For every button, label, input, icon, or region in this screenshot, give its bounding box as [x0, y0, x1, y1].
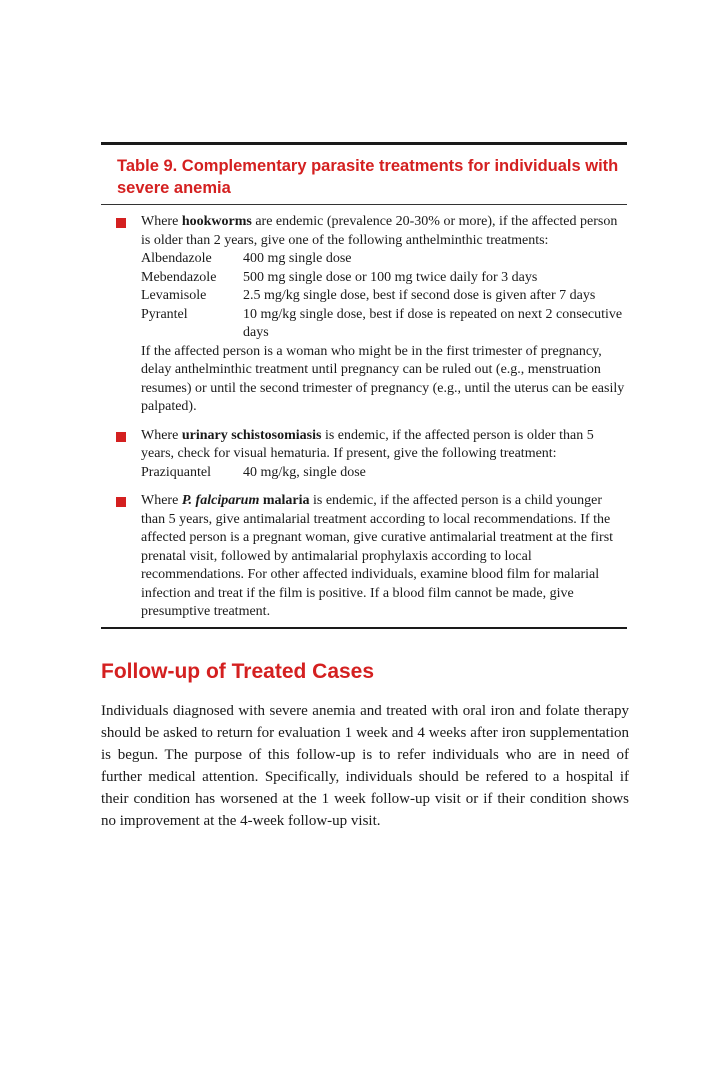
hookworm-term: hookworms	[181, 214, 252, 229]
drug-name: Pyrantel	[141, 306, 188, 322]
drug-dose: 400 mg single dose	[243, 251, 352, 266]
malaria-item	[101, 492, 627, 622]
drug-name: Levamisole	[141, 288, 207, 303]
hookworm-dose-table	[141, 250, 627, 343]
dose-row	[141, 269, 627, 288]
bullet-square-icon	[116, 497, 126, 507]
treatment-table	[101, 142, 627, 629]
malaria-text: Where P. falciparum malaria is endemic, if the affected person is a child younger than 5 years, give antimalarial treatment according to local recommendations. If the affected person is a pregnant woman, give curative antimalarial treatment at the first prenatal visit, followed by antimalarial prophylaxis according to local recommendations. For other affected individuals, examine blood film for malarial infection and treat if the film is positive. If a blood film cannot be made, give presumptive treatment.	[141, 493, 614, 619]
drug-dose: 10 mg/kg single dose, best if dose is repeated on next 2 consecutive days	[243, 306, 623, 340]
drug-name: Praziquantel	[141, 464, 211, 480]
drug-dose: 500 mg single dose or 100 mg twice daily for 3 days	[243, 269, 538, 285]
drug-name: Albendazole	[141, 251, 212, 266]
treatment-list	[101, 205, 627, 627]
hookworm-item	[101, 213, 627, 417]
dose-row	[141, 306, 627, 343]
bullet-square-icon	[116, 218, 126, 228]
section-heading: Follow-up of Treated Cases	[101, 660, 375, 683]
praziquantel-dose-table	[141, 464, 366, 483]
hookworm-intro: Where hookworms are endemic (prevalence 20-30% or more), if the affected person is older than 2 years, give one of the following anthelminthic treatments:	[141, 214, 618, 248]
bullet-square-icon	[116, 432, 126, 442]
schistosomiasis-intro: Where urinary schistosomiasis is endemic, if the affected person is older than 5 years, check for visual hematuria. If present, give the following treatment:	[141, 427, 594, 461]
pregnancy-note: If the affected person is a woman who might be in the first trimester of pregnancy, delay anthelminthic treatment until pregnancy can be ruled out (e.g., menstruation resumes) or until the second trimester of pregnancy (e.g., until the uterus can be easily palpated).	[141, 343, 625, 414]
drug-name: Mebendazole	[141, 269, 217, 285]
schistosomiasis-item	[101, 427, 627, 483]
malaria-term: P. falciparum malaria	[181, 493, 310, 508]
table-title: Table 9. Complementary parasite treatments for individuals with severe anemia	[117, 157, 619, 197]
schistosomiasis-term: urinary schistosomiasis	[181, 427, 322, 443]
dose-row	[141, 250, 627, 269]
dose-row	[141, 464, 366, 483]
follow-up-paragraph: Individuals diagnosed with severe anemia and treated with oral iron and folate therapy should be asked to return for evaluation 1 week and 4 weeks after iron supplementation is begun. The purpose of this follow-up is to refer individuals who are in need of further medical attention. Specifically, individuals should be refered to a hospital if their condition has worsened at the 1 week follow-up visit or if their condition shows no improvement at the 4-week follow-up visit.	[101, 703, 629, 829]
drug-dose: 40 mg/kg, single dose	[243, 464, 366, 480]
drug-dose: 2.5 mg/kg single dose, best if second dose is given after 7 days	[243, 288, 596, 303]
dose-row	[141, 287, 627, 306]
